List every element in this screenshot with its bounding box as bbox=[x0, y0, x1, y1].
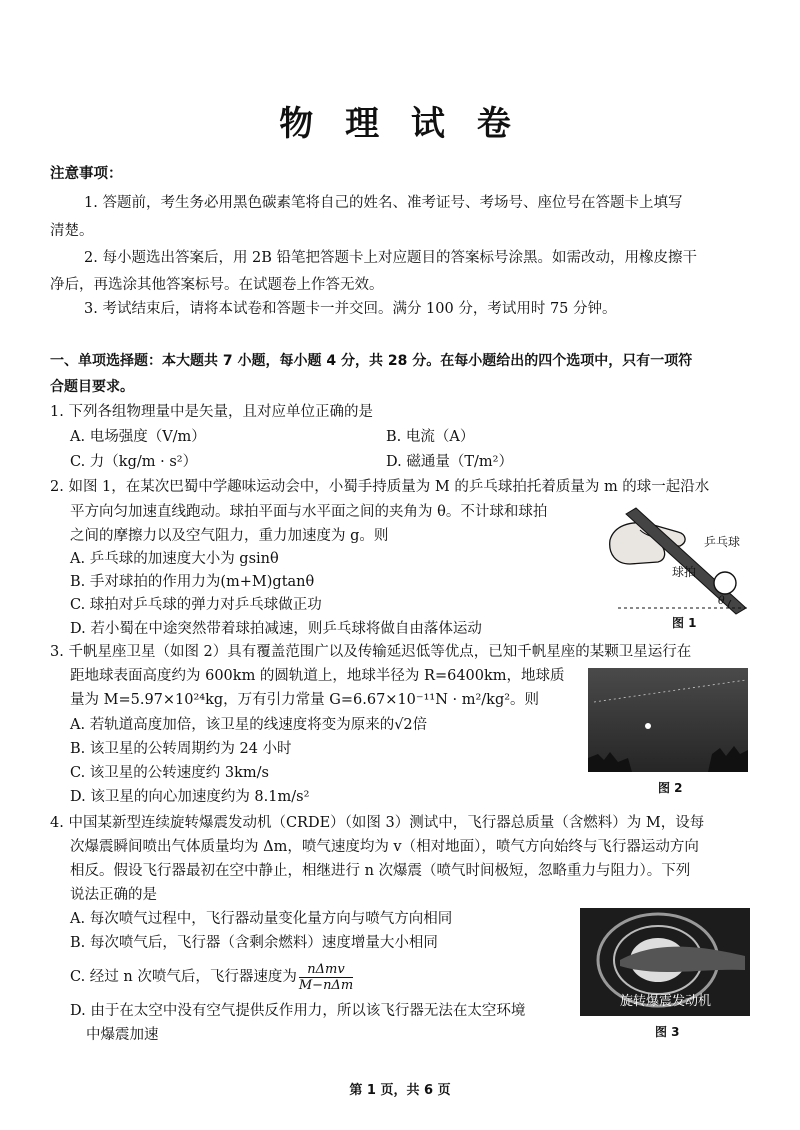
page-footer: 第 1 页，共 6 页 bbox=[349, 1083, 451, 1098]
q4-option-a: A. 每次喷气过程中，飞行器动量变化量方向与喷气方向相同 bbox=[70, 911, 453, 927]
figure-2-label: 图 2 bbox=[658, 781, 683, 795]
night-sky-image bbox=[588, 668, 748, 772]
q4-stem-line-2: 次爆震瞬间喷出气体质量均为 Δm，喷气速度均为 v（相对地面），喷气方向始终与飞行器运动方向 bbox=[70, 839, 699, 855]
q4-option-d-line-1: D. 由于在太空中没有空气提供反作用力，所以该飞行器无法在太空环境 bbox=[70, 1003, 526, 1019]
q4-option-c bbox=[70, 963, 353, 992]
q3-stem-line-3: 量为 M=5.97×10²⁴kg，万有引力常量 G=6.67×10⁻¹¹N · m²/kg²。则 bbox=[70, 692, 540, 708]
q4-stem-line-1: 4. 中国某新型连续旋转爆震发动机（CRDE）（如图 3）测试中，飞行器总质量（含燃料）为 M，设每 bbox=[50, 815, 705, 831]
q4-stem-line-3: 相反。假设飞行器最初在空中静止，相继进行 n 次爆震（喷气时间极短，忽略重力与阻力）。下列 bbox=[70, 863, 691, 879]
figure-3-photo bbox=[580, 908, 750, 1016]
notice-heading: 注意事项： bbox=[50, 166, 123, 182]
notice-item-2-line-1: 2. 每小题选出答案后，用 2B 铅笔把答题卡上对应题目的答案标号涂黑。如需改动，用橡皮擦干 bbox=[84, 250, 698, 266]
q3-option-d: D. 该卫星的向心加速度约为 8.1m/s² bbox=[70, 789, 310, 805]
figure-2-photo bbox=[588, 668, 748, 772]
figure-3-caption: 旋转爆震发动机 bbox=[620, 994, 712, 1009]
notice-item-1-line-2: 清楚。 bbox=[50, 223, 94, 239]
q3-option-b: B. 该卫星的公转周期约为 24 小时 bbox=[70, 741, 292, 757]
section-heading-line-2: 合题目要求。 bbox=[50, 379, 134, 395]
q2-option-b: B. 手对球拍的作用力为(m+M)gtanθ bbox=[70, 574, 315, 590]
q2-stem-line-2: 平方向匀加速直线跑动。球拍平面与水平面之间的夹角为 θ。不计球和球拍 bbox=[70, 504, 548, 520]
q3-stem-line-1: 3. 千帆星座卫星（如图 2）具有覆盖范围广以及传输延迟低等优点，已知千帆星座的某颗卫星运行在 bbox=[50, 644, 692, 660]
q2-option-c: C. 球拍对乒乓球的弹力对乒乓球做正功 bbox=[70, 597, 322, 613]
q1-option-c: C. 力（kg/m · s²） bbox=[70, 454, 198, 470]
q3-stem-line-2: 距地球表面高度约为 600km 的圆轨道上，地球半径为 R=6400km，地球质 bbox=[70, 668, 565, 684]
q1-option-b: B. 电流（A） bbox=[386, 429, 475, 445]
q4-option-c-text: C. 经过 n 次喷气后，飞行器速度为 bbox=[70, 969, 297, 986]
q4-option-b: B. 每次喷气后，飞行器（含剩余燃料）速度增量大小相同 bbox=[70, 935, 438, 951]
figure-3-label: 图 3 bbox=[655, 1025, 680, 1039]
figure-1-label: 图 1 bbox=[672, 616, 697, 630]
q2-stem-line-3: 之间的摩擦力以及空气阻力，重力加速度为 g。则 bbox=[70, 528, 389, 544]
label-paddle: 球拍 bbox=[672, 565, 697, 579]
q3-option-a: A. 若轨道高度加倍，该卫星的线速度将变为原来的√2倍 bbox=[70, 717, 428, 733]
q4-option-d-line-2: 中爆震加速 bbox=[86, 1027, 159, 1043]
page-title: 物 理 试 卷 bbox=[279, 104, 521, 144]
notice-item-2-line-2: 净后，再选涂其他答案标号。在试题卷上作答无效。 bbox=[50, 277, 384, 293]
notice-item-3: 3. 考试结束后，请将本试卷和答题卡一并交回。满分 100 分，考试用时 75 分钟。 bbox=[84, 301, 617, 317]
q2-option-a: A. 乒乓球的加速度大小为 gsinθ bbox=[70, 551, 279, 567]
q2-option-d: D. 若小蜀在中途突然带着球拍减速，则乒乓球将做自由落体运动 bbox=[70, 621, 482, 637]
q1-option-a: A. 电场强度（V/m） bbox=[70, 429, 206, 445]
q4-stem-line-4: 说法正确的是 bbox=[70, 887, 157, 903]
fraction-denominator: M−nΔm bbox=[298, 978, 354, 993]
label-ball: 乒乓球 bbox=[704, 535, 741, 549]
q1-stem: 1. 下列各组物理量中是矢量，且对应单位正确的是 bbox=[50, 404, 373, 420]
label-theta: θ bbox=[718, 594, 725, 607]
figure-1 bbox=[600, 500, 760, 630]
section-heading-line-1: 一、单项选择题：本大题共 7 小题，每小题 4 分，共 28 分。在每小题给出的四个选项中，只有一项符 bbox=[50, 353, 693, 369]
fraction-numerator: nΔmv bbox=[299, 963, 353, 978]
q2-stem-line-1: 2. 如图 1，在某次巴蜀中学趣味运动会中，小蜀手持质量为 M 的乒乓球拍托着质量为 m 的球一起沿水 bbox=[50, 479, 710, 495]
ball-shape bbox=[714, 572, 736, 594]
notice-item-1-line-1: 1. 答题前，考生务必用黑色碳素笔将自己的姓名、准考证号、考场号、座位号在答题卡上填写 bbox=[84, 195, 683, 211]
bright-star bbox=[645, 723, 651, 729]
q1-option-d: D. 磁通量（T/m²） bbox=[386, 454, 513, 470]
q4-option-c-fraction bbox=[299, 963, 353, 992]
q3-option-c: C. 该卫星的公转速度约 3km/s bbox=[70, 765, 269, 781]
